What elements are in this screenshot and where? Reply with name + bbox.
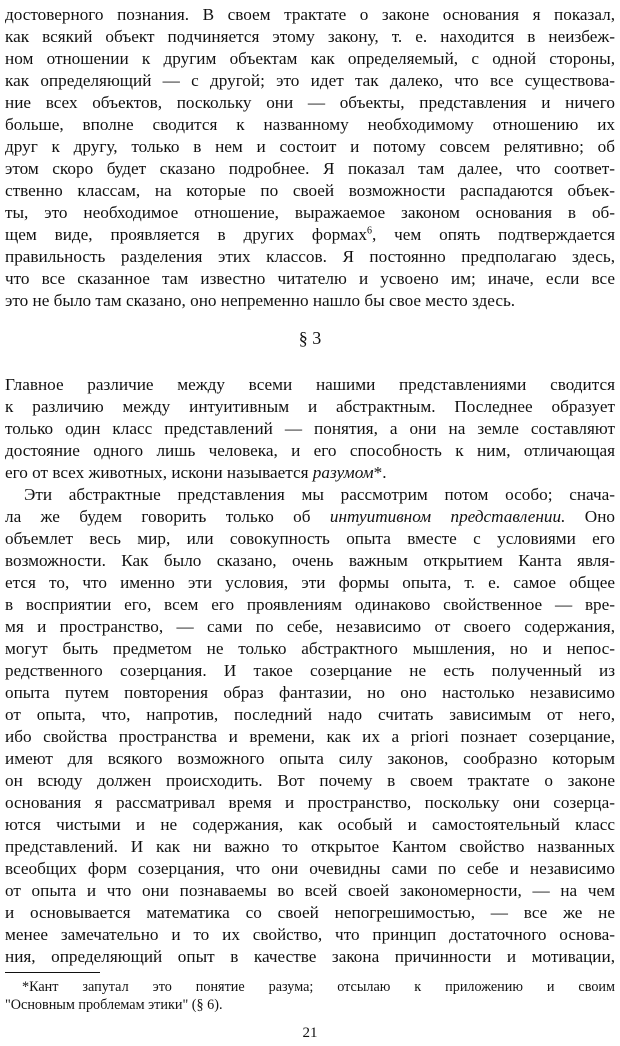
line-text: Оно — [565, 507, 615, 526]
text-line: друг к другу, только в нем и состоит и потому совсем релятивно; об — [5, 137, 615, 156]
text-line: ние всех объектов, поскольку они — объекты, представления и ничего — [5, 93, 615, 112]
text-line: опыта путем повторения образ фантазии, но оно настолько независимо — [5, 683, 615, 702]
line-text: его от всех животных, искони называется — [5, 463, 313, 482]
text-line — [5, 224, 615, 246]
text-line: представлений. И как ни важно то открытое Кантом свойство названных — [5, 837, 615, 856]
text-line: ном отношении к другим объектам как определяемый, с одной стороны, — [5, 49, 615, 68]
text-line: достоверного познания. В своем трактате о законе основания я показал, — [5, 5, 615, 24]
line-text: щем виде, проявляется в других формах — [5, 225, 367, 244]
emphasis-text: интуитивном представлении. — [329, 507, 566, 526]
text-line: только один класс представлений — понятия, а они на земле составляют — [5, 419, 615, 438]
text-line: ственно классам, на которые по своей возможности распадаются объек- — [5, 181, 615, 200]
text-line: как всякий объект подчиняется этому закону, т. е. находится в неизбеж- — [5, 27, 615, 46]
text-line — [5, 462, 615, 484]
text-line: как определяющий — с другой; это идет так далеко, что все существова- — [5, 71, 615, 90]
text-line: менее замечательно и то их свойство, что принцип достаточного основа- — [5, 925, 615, 944]
text-line: в восприятии его, всем его проявлениям одинаково свойственное — вре- — [5, 595, 615, 614]
text-line: и основывается математика со своей непогрешимостью, — все же не — [5, 903, 615, 922]
text-line: от опыта и что они познаваемы во всей своей закономерности, — на чем — [5, 881, 615, 900]
text-line: Эти абстрактные представления мы рассмотрим потом особо; снача- — [24, 485, 615, 504]
text-line: достояние одного лишь человека, и его способность к ним, отличающая — [5, 441, 615, 460]
section-heading: § 3 — [298, 328, 322, 348]
text-line: этом скоро будет сказано подробнее. Я показал там далее, что соответ- — [5, 159, 615, 178]
emphasis-text: разумом — [312, 463, 374, 482]
text-line: Главное различие между всеми нашими представлениями сводится — [5, 375, 615, 394]
text-line: к различию между интуитивным и абстрактным. Последнее образует — [5, 397, 615, 416]
text-line: объемлет весь мир, или совокупность опыта вместе с условиями его — [5, 529, 615, 548]
text-line: ются чистыми и не содержания, как особый и самостоятельный класс — [5, 815, 615, 834]
page-number: 21 — [302, 1025, 318, 1041]
footnote-line: *Кант запутал это понятие разума; отсылаю к приложению и своим — [22, 979, 615, 995]
footnote-marker: *. — [373, 463, 387, 482]
footnote-line: "Основным проблемам этики" (§ 6). — [5, 997, 223, 1013]
text-line: основания я рассматривал время и пространство, поскольку они созерца- — [5, 793, 615, 812]
text-line: ты, это необходимое отношение, выражаемое законом основания в об- — [5, 203, 615, 222]
text-line: больше, вполне сводится к названному необходимому отношению их — [5, 115, 615, 134]
text-line: что все сказанное там известно читателю и усвоено им; иначе, если все — [5, 269, 615, 288]
text-line: мя и пространство, — сами по себе, независимо от своего содержания, — [5, 617, 615, 636]
text-line: ибо свойства пространства и времени, как их а priori познает созерцание, — [5, 727, 615, 746]
text-line: это не было там сказано, оно непременно нашло бы свое место здесь. — [5, 291, 516, 310]
footnote-rule — [5, 972, 100, 973]
text-line — [5, 506, 615, 528]
text-line: редственного созерцания. И такое созерцание не есть полученный из — [5, 661, 615, 680]
text-line: ется то, что именно эти условия, эти формы опыта, т. е. самое общее — [5, 573, 615, 592]
text-line: ния, определяющий опыт в качестве закона причинности и мотивации, — [5, 947, 615, 966]
line-text: ла же будем говорить только об — [5, 507, 330, 526]
line-text: , чем опять подтверждается — [371, 225, 615, 244]
text-line: он всюду должен происходить. Вот почему в своем трактате о законе — [5, 771, 615, 790]
text-line: имеют для всякого возможного опыта силу законов, сообразно которым — [5, 749, 615, 768]
text-line: правильность разделения этих классов. Я постоянно предполагаю здесь, — [5, 247, 615, 266]
text-line: от опыта, что, напротив, последний надо считать зависимым от него, — [5, 705, 615, 724]
text-line: возможности. Как было сказано, очень важным открытием Канта явля- — [5, 551, 615, 570]
text-line: всеобщих форм созерцания, что они очевидны сами по себе и независимо — [5, 859, 615, 878]
endnote-marker: 6 — [366, 225, 372, 237]
text-line: могут быть предметом не только абстрактного мышления, но и непос- — [5, 639, 615, 658]
